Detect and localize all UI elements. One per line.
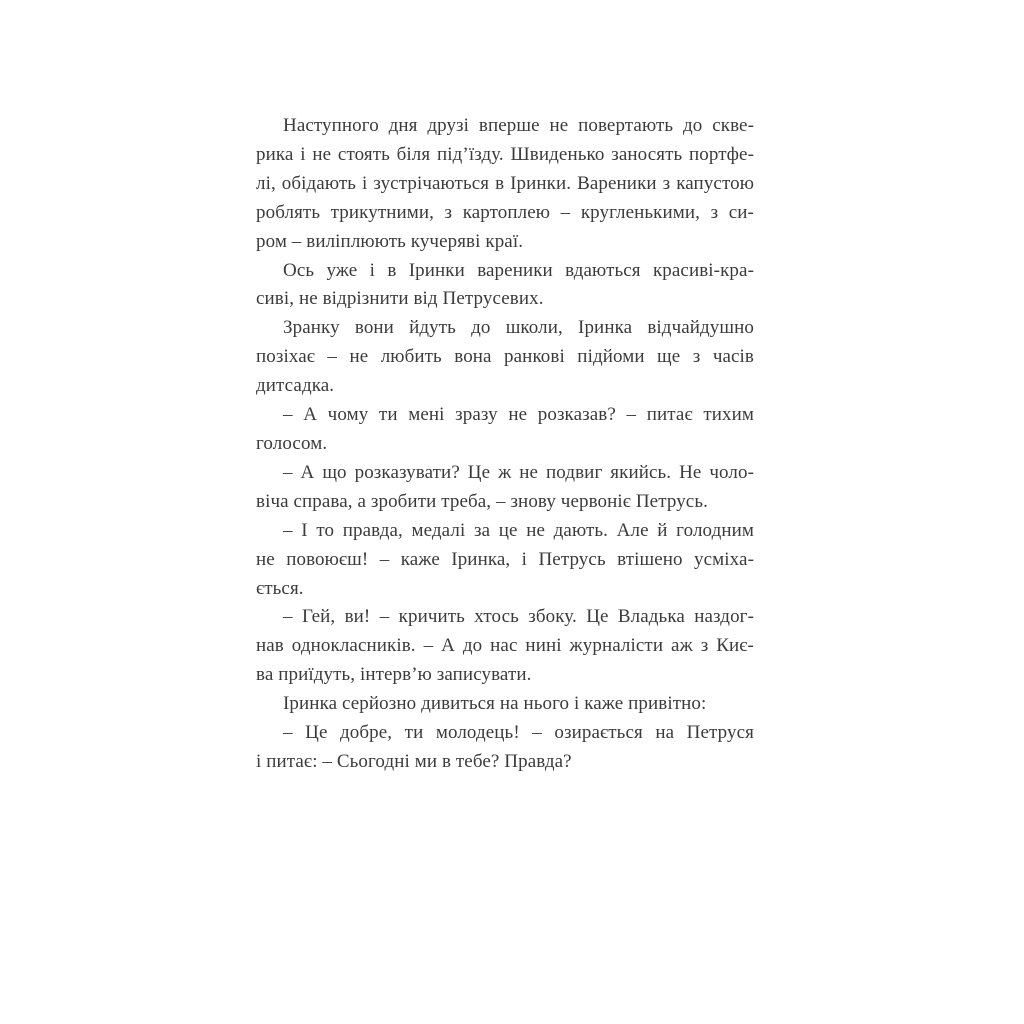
text-line: – А що розказувати? Це ж не подвиг якийсь. Не чоло- (283, 461, 754, 483)
paragraph (256, 719, 754, 777)
text-line: – І то правда, медалі за це не дають. Але й голодним (283, 519, 754, 541)
text-line: – Це добре, ти молодець! – озирається на Петруся (283, 722, 754, 744)
text-line: голосом. (256, 432, 328, 454)
text-line: ється. (256, 577, 304, 599)
text-line: не повоюєш! – каже Іринка, і Петрусь втішено усміха- (256, 548, 754, 570)
text-line: ром – виліплюють кучеряві краї. (256, 230, 524, 252)
text-line: сиві, не відрізнити від Петрусевих. (256, 288, 544, 310)
text-line: Іринка серйозно дивиться на нього і каже привітно: (283, 693, 707, 715)
text-line: роблять трикутними, з картоплею – кругленькими, з си- (256, 201, 754, 223)
text-line: рика і не стоять біля під’їзду. Швиденько заносять портфе- (256, 143, 754, 165)
text-line: Наступного дня друзі вперше не повертають до скве- (283, 115, 754, 136)
paragraph (256, 112, 754, 257)
paragraph (256, 257, 754, 315)
paragraph (256, 401, 754, 459)
text-line: і питає: – Сьогодні ми в тебе? Правда? (256, 750, 572, 772)
text-line: віча справа, а зробити треба, – знову червоніє Петрусь. (256, 490, 708, 512)
paragraph (256, 459, 754, 517)
text-line: лі, обідають і зустрічаються в Іринки. Вареники з капустою (256, 172, 754, 194)
paragraph (256, 690, 754, 719)
page-text-block (256, 112, 754, 777)
text-line: нав однокласників. – А до нас нині журналісти аж з Киє- (256, 635, 754, 657)
text-line: Ось уже і в Іринки вареники вдаються красиві-кра- (283, 259, 754, 281)
paragraph (256, 517, 754, 604)
paragraph (256, 314, 754, 401)
text-line: – Гей, ви! – кричить хтось збоку. Це Владька наздог- (283, 606, 754, 628)
text-line: дитсадка. (256, 375, 335, 397)
paragraph (256, 603, 754, 690)
text-line: Зранку вони йдуть до школи, Іринка відчайдушно (283, 317, 754, 339)
text-line: ва приїдуть, інтерв’ю записувати. (256, 664, 532, 686)
text-line: позіхає – не любить вона ранкові підйоми ще з часів (256, 346, 754, 368)
text-line: – А чому ти мені зразу не розказав? – питає тихим (283, 404, 754, 426)
